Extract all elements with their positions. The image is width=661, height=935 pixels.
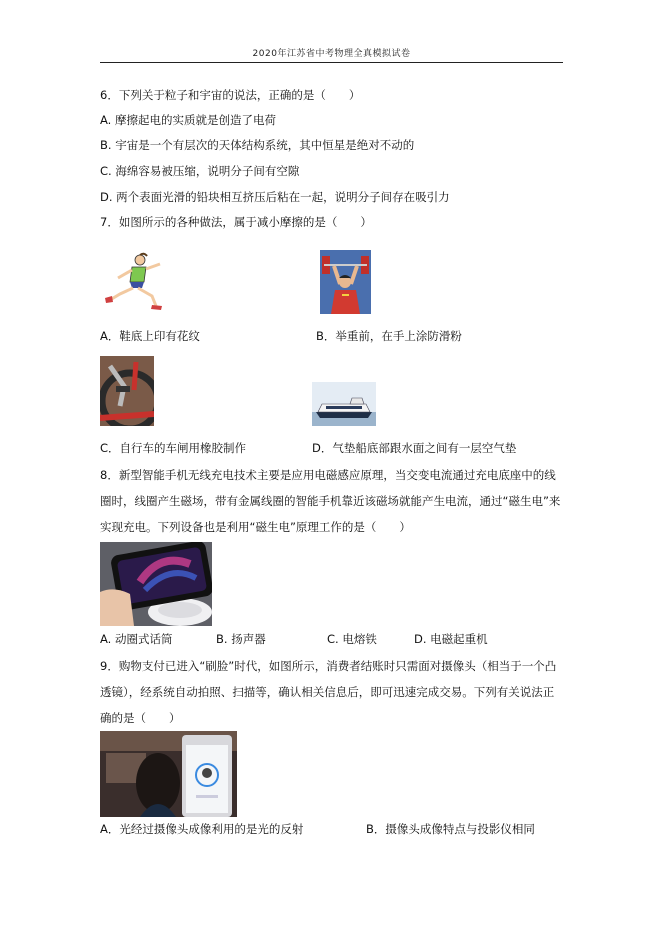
q8-option-a: A. 动圈式话筒 [100,632,173,646]
q7-option-a: A．鞋底上印有花纹 [100,329,200,343]
q8-option-c: C. 电熔铁 [327,632,377,646]
q6-option-b: B. 宇宙是一个有层次的天体结构系统，其中恒星是绝对不动的 [100,138,415,152]
q6-option-d: D. 两个表面光滑的铅块相互挤压后粘在一起，说明分子间存在吸引力 [100,190,450,204]
header-divider [100,62,563,63]
bike-brake-image [100,356,154,426]
face-payment-image [100,731,237,817]
q8-stem-line3: 实现充电。下列设备也是利用“磁生电”原理工作的是（ ） [100,520,411,534]
q9-stem-line2: 透镜），经系统自动拍照、扫描等，确认相关信息后，即可迅速完成交易。下列有关说法正 [100,685,555,699]
q6-option-c: C. 海绵容易被压缩，说明分子间有空隙 [100,164,300,178]
runner-shoe-image [102,250,168,312]
q8-option-b: B. 扬声器 [216,632,266,646]
q7-option-b: B．举重前，在手上涂防滑粉 [316,329,462,343]
q9-option-b: B．摄像头成像特点与投影仪相同 [366,822,535,836]
q8-option-d: D. 电磁起重机 [414,632,488,646]
q9-stem-line3: 确的是（ ） [100,711,181,725]
q9-option-a: A．光经过摄像头成像利用的是光的反射 [100,822,304,836]
hovercraft-image [312,382,376,426]
weightlifter-image [320,250,371,314]
q7-option-c: C．自行车的车闸用橡胶制作 [100,441,247,455]
q6-option-a: A. 摩擦起电的实质就是创造了电荷 [100,113,276,127]
q8-stem-line1: 8．新型智能手机无线充电技术主要是应用电磁感应原理，当交变电流通过充电底座中的线 [100,468,556,482]
q6-stem: 6．下列关于粒子和宇宙的说法，正确的是（ ） [100,88,361,102]
page-header: 2020年江苏省中考物理全真模拟试卷 [252,49,411,59]
q9-stem-line1: 9．购物支付已进入“刷脸”时代，如图所示，消费者结账时只需面对摄像头（相当于一个凸 [100,659,557,673]
q7-stem: 7．如图所示的各种做法，属于减小摩擦的是（ ） [100,215,372,229]
q8-stem-line2: 圈时，线圈产生磁场，带有金属线圈的智能手机靠近该磁场就能产生电流，通过“磁生电”来 [100,494,561,508]
q7-option-d: D．气垫船底部跟水面之间有一层空气垫 [312,441,517,455]
wireless-charging-phone-image [100,542,212,626]
